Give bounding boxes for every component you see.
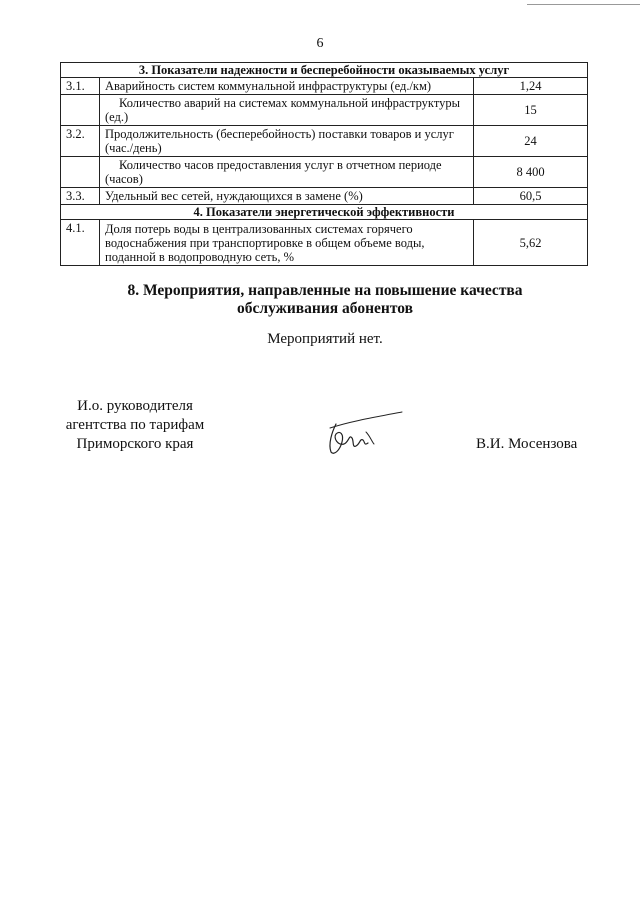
top-edge-line [527, 4, 640, 5]
indicators-table [60, 62, 588, 266]
indicator-name: Доля потерь воды в централизованных системах горячего водоснабжения при транспортировке в общем объеме воды, поданной в водопроводную сеть, % [100, 220, 474, 266]
indicator-name: Количество часов предоставления услуг в отчетном периоде (часов) [100, 157, 474, 188]
indicator-value: 24 [474, 126, 588, 157]
indicator-value: 60,5 [474, 188, 588, 205]
section-8-title-line-1: 8. Мероприятия, направленные на повышение качества [127, 282, 523, 299]
section-8-title-line-2: обслуживания абонентов [237, 300, 413, 317]
signatory-title-line-1: И.о. руководителя [77, 398, 193, 414]
table-row [61, 188, 588, 205]
signatory-title-line-2: агентства по тарифам [65, 417, 205, 433]
indicator-name: Удельный вес сетей, нуждающихся в замене (%) [100, 188, 474, 205]
page-number: 6 [316, 36, 324, 51]
table-row [61, 95, 588, 126]
indicator-value: 5,62 [474, 220, 588, 266]
table-row [61, 220, 588, 266]
no-measures-text: Мероприятий нет. [267, 331, 383, 347]
row-number: 3.3. [61, 188, 100, 205]
handwritten-signature [322, 410, 412, 460]
row-number [61, 157, 100, 188]
table-section-row [61, 63, 588, 78]
row-number: 3.2. [61, 126, 100, 157]
signatory-name: В.И. Мосензова [476, 436, 578, 452]
table-row [61, 126, 588, 157]
indicator-value: 8 400 [474, 157, 588, 188]
row-number: 4.1. [61, 220, 100, 266]
section-4-title: 4. Показатели энергетической эффективности [61, 205, 588, 220]
indicator-name: Продолжительность (бесперебойность) поставки товаров и услуг (час./день) [100, 126, 474, 157]
table-row [61, 78, 588, 95]
signatory-title [50, 397, 220, 454]
table-row [61, 157, 588, 188]
indicator-name: Аварийность систем коммунальной инфраструктуры (ед./км) [100, 78, 474, 95]
section-8-heading [0, 282, 640, 318]
row-number: 3.1. [61, 78, 100, 95]
signatory-title-line-3: Приморского края [76, 436, 194, 452]
indicator-value: 15 [474, 95, 588, 126]
indicator-value: 1,24 [474, 78, 588, 95]
row-number [61, 95, 100, 126]
indicator-name: Количество аварий на системах коммунальной инфраструктуры (ед.) [100, 95, 474, 126]
section-3-title: 3. Показатели надежности и бесперебойности оказываемых услуг [61, 63, 588, 78]
table-section-row [61, 205, 588, 220]
